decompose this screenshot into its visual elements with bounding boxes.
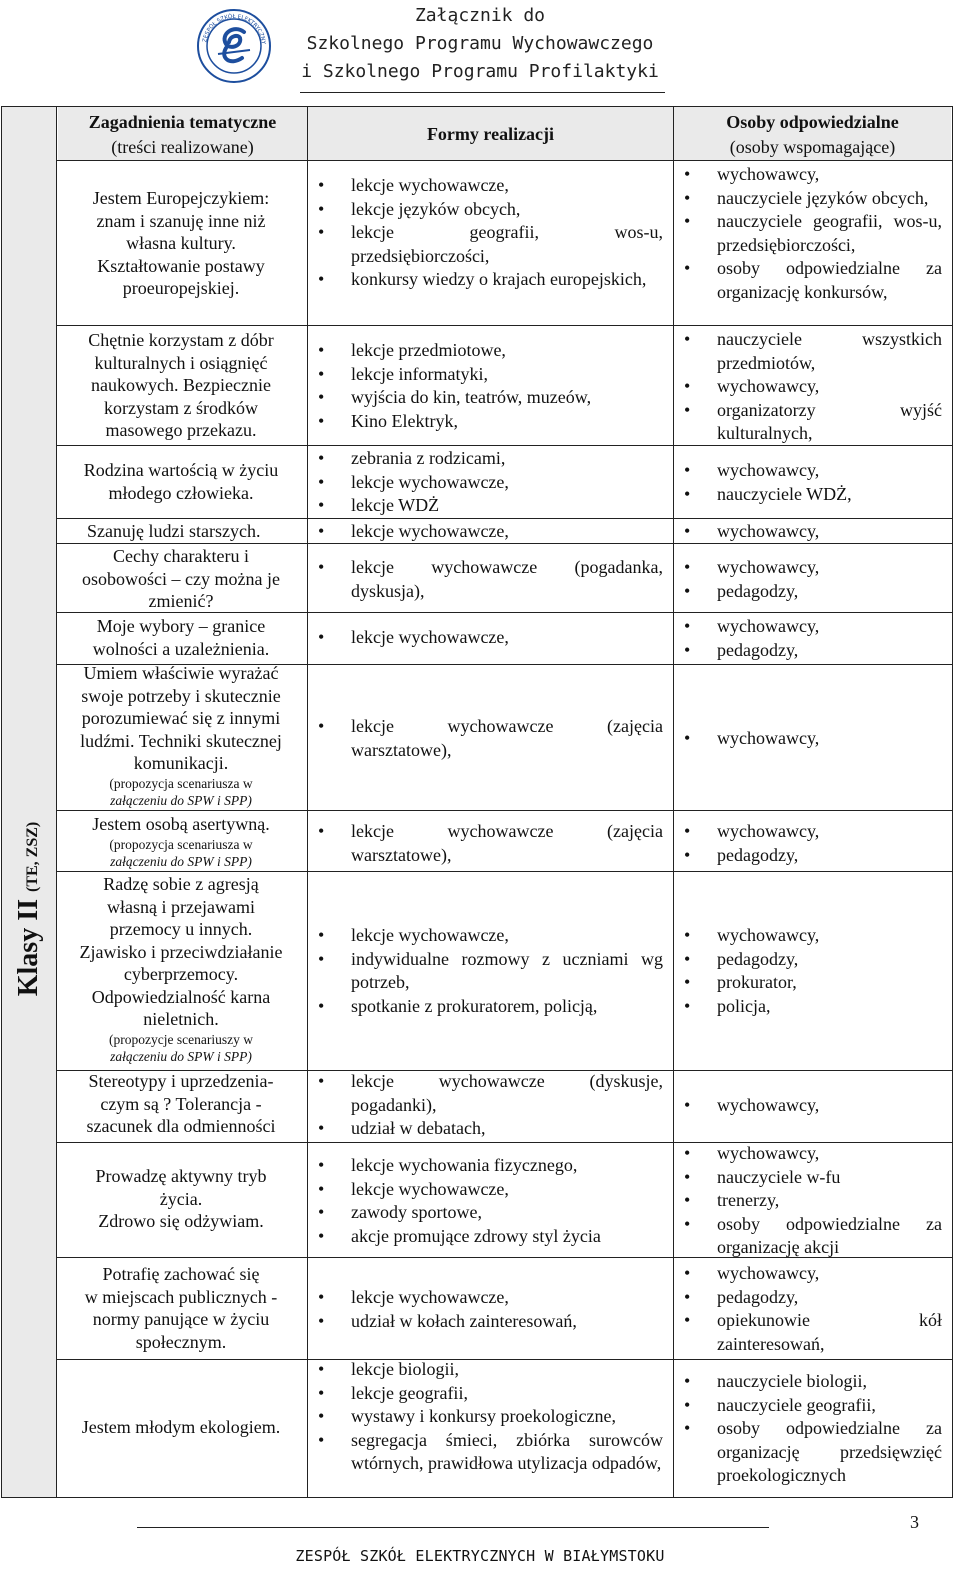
list-item: • osoby odpowiedzialne za organizację akcji bbox=[684, 1213, 942, 1260]
persons-list bbox=[684, 556, 942, 603]
header-forms: Formy realizacji bbox=[308, 107, 673, 160]
forms-list bbox=[318, 924, 663, 1018]
footer-divider bbox=[137, 1527, 769, 1528]
list-item: • lekcje wychowawcze, bbox=[318, 626, 663, 650]
scenario-note-italic: załączeniu do SPW i SPP) bbox=[110, 853, 252, 869]
list-item: • indywidualne rozmowy z uczniami wg potrzeb, bbox=[318, 948, 663, 995]
forms-list bbox=[318, 820, 663, 867]
topic-cell: Jestem młodym ekologiem. bbox=[81, 1417, 281, 1437]
list-item: • pedagodzy, bbox=[684, 580, 942, 604]
list-item: • trenerzy, bbox=[684, 1189, 942, 1213]
list-item: • lekcje wychowawcze (zajęcia warsztatowe), bbox=[318, 820, 663, 867]
list-item: • akcje promujące zdrowy styl życia bbox=[318, 1225, 663, 1249]
list-item: • udział w kołach zainteresowań, bbox=[318, 1310, 663, 1334]
list-item: • pedagodzy, bbox=[684, 948, 942, 972]
list-item: • pedagodzy, bbox=[684, 844, 942, 868]
topic-cell: Chętnie korzystam z dóbr kulturalnych i osiągnięć naukowych. Bezpiecznie korzystam z środków masowego przekazu. bbox=[88, 330, 274, 440]
list-item: • lekcje geografii, wos-u, przedsiębiorczości, bbox=[318, 221, 663, 268]
list-item: • lekcje wychowawcze, bbox=[318, 471, 663, 495]
list-item: • policja, bbox=[684, 995, 942, 1019]
list-item: • lekcje wychowawcze, bbox=[318, 174, 663, 198]
list-item: • lekcje WDŻ bbox=[318, 494, 663, 518]
row-divider bbox=[57, 518, 953, 519]
list-item: • wychowawcy, bbox=[684, 1262, 942, 1286]
forms-list bbox=[318, 339, 663, 433]
list-item: • lekcje wychowawcze (dyskusje, pogadanki), bbox=[318, 1070, 663, 1117]
topic-cell: Szanuję ludzi starszych. bbox=[87, 521, 261, 541]
list-item: • wystawy i konkursy proekologiczne, bbox=[318, 1405, 663, 1429]
topic-cell: Rodzina wartością w życiu młodego człowieka. bbox=[83, 460, 279, 503]
list-item: • Kino Elektryk, bbox=[318, 410, 663, 434]
list-item: • segregacja śmieci, zbiórka surowców wtórnych, prawidłowa utylizacja odpadów, bbox=[318, 1429, 663, 1476]
list-item: • osoby odpowiedzialne za organizację konkursów, bbox=[684, 257, 942, 304]
list-item: • lekcje wychowawcze (pogadanka, dyskusja), bbox=[318, 556, 663, 603]
persons-list bbox=[684, 328, 942, 446]
list-item: • lekcje wychowania fizycznego, bbox=[318, 1154, 663, 1178]
class-sublabel: (TE, ZSZ) bbox=[24, 821, 41, 892]
list-item: • wyjścia do kin, teatrów, muzeów, bbox=[318, 386, 663, 410]
topic-cell: Stereotypy i uprzedzenia- czym są ? Tolerancja - szacunek dla odmienności bbox=[86, 1071, 276, 1136]
scenario-note: (propozycje scenariuszy w bbox=[109, 1031, 253, 1047]
topic-cell: Jestem Europejczykiem: znam i szanuję inne niż własna kultury. Kształtowanie postawy proeuropejskiej. bbox=[92, 188, 270, 298]
svg-text:ZESPÓŁ SZKÓŁ ELEKTRYCZNYCH: ZESPÓŁ SZKÓŁ ELEKTRYCZNY bbox=[202, 13, 266, 45]
list-item: • wychowawcy, bbox=[684, 820, 942, 844]
forms-list bbox=[318, 447, 663, 518]
header-line-2: Szkolnego Programu Wychowawczego bbox=[306, 33, 654, 54]
list-item: • wychowawcy, bbox=[684, 556, 942, 580]
persons-list bbox=[684, 615, 942, 662]
scenario-note-italic: załączeniu do SPW i SPP) bbox=[110, 1048, 252, 1064]
topic-cell: Moje wybory – granice wolności a uzależnienia. bbox=[92, 616, 270, 659]
list-item: • lekcje wychowawcze, bbox=[318, 1178, 663, 1202]
row-divider bbox=[57, 871, 953, 872]
topic-cell: Umiem właściwie wyrażać swoje potrzeby i skutecznie porozumiewać się z innymi ludźmi. Techniki skutecznej komunikacji. (propozycja scenariusza w załączeniu do SPW i SPP) bbox=[57, 662, 305, 809]
column-divider bbox=[673, 107, 674, 1497]
list-item: • lekcje wychowawcze, bbox=[318, 1286, 663, 1310]
header-line-3: i Szkolnego Programu Profilaktyki bbox=[301, 61, 659, 82]
persons-list bbox=[684, 520, 942, 544]
topic-cell: Potrafię zachować się w miejscach publicznych - normy panujące w życiu społecznym. bbox=[84, 1264, 278, 1352]
list-item: • pedagodzy, bbox=[684, 1286, 942, 1310]
persons-list bbox=[684, 1094, 942, 1118]
list-item: • wychowawcy, bbox=[684, 1094, 942, 1118]
persons-list bbox=[684, 459, 942, 506]
list-item: • lekcje wychowawcze, bbox=[318, 520, 663, 544]
list-item: • lekcje biologii, bbox=[318, 1358, 663, 1382]
class-side-column bbox=[2, 107, 57, 1497]
row-divider bbox=[57, 810, 953, 811]
list-item: • wychowawcy, bbox=[684, 375, 942, 399]
forms-list bbox=[318, 520, 663, 544]
list-item: • lekcje informatyki, bbox=[318, 363, 663, 387]
persons-list bbox=[684, 727, 942, 751]
topic-cell: Cechy charakteru i osobowości – czy można je zmienić? bbox=[82, 546, 280, 611]
page-number: 3 bbox=[910, 1512, 919, 1532]
persons-list bbox=[684, 820, 942, 867]
list-item: • lekcje wychowawcze, bbox=[318, 924, 663, 948]
list-item: • prokurator, bbox=[684, 971, 942, 995]
list-item: • wychowawcy, bbox=[684, 520, 942, 544]
header-divider bbox=[300, 92, 665, 93]
row-divider bbox=[57, 160, 953, 161]
persons-list bbox=[684, 1142, 942, 1260]
list-item: • nauczyciele WDŻ, bbox=[684, 483, 942, 507]
persons-list bbox=[684, 1370, 942, 1488]
list-item: • nauczyciele biologii, bbox=[684, 1370, 942, 1394]
forms-list bbox=[318, 1070, 663, 1141]
list-item: • opiekunowie kół zainteresowań, bbox=[684, 1309, 942, 1356]
list-item: • lekcje języków obcych, bbox=[318, 198, 663, 222]
list-item: • nauczyciele w-fu bbox=[684, 1166, 942, 1190]
footer-school-name: ZESPÓŁ SZKÓŁ ELEKTRYCZNYCH W BIAŁYMSTOKU bbox=[295, 1547, 665, 1565]
list-item: • wychowawcy, bbox=[684, 459, 942, 483]
list-item: • lekcje geografii, bbox=[318, 1382, 663, 1406]
class-label: Klasy II (TE, ZSZ) bbox=[13, 821, 44, 997]
forms-list bbox=[318, 1358, 663, 1476]
list-item: • wychowawcy, bbox=[684, 1142, 942, 1166]
topic-cell: Prowadzę aktywny tryb życia. Zdrowo się odżywiam. bbox=[95, 1166, 267, 1231]
list-item: • konkursy wiedzy o krajach europejskich, bbox=[318, 268, 663, 292]
header-topics: Zagadnienia tematyczne (treści realizowane) bbox=[58, 107, 307, 160]
list-item: • osoby odpowiedzialne za organizację przedsięwzięć proekologicznych bbox=[684, 1417, 942, 1488]
topic-cell: Radzę sobie z agresją własną i przejawami przemocy u innych. Zjawisko i przeciwdziałanie cyberprzemocy. Odpowiedzialność karna nieletnich. (propozycje scenariuszy w załączeniu do SPW i SPP) bbox=[57, 873, 305, 1065]
list-item: • zawody sportowe, bbox=[318, 1201, 663, 1225]
scenario-note: (propozycja scenariusza w bbox=[109, 836, 253, 852]
list-item: • zebrania z rodzicami, bbox=[318, 447, 663, 471]
list-item: • udział w debatach, bbox=[318, 1117, 663, 1141]
row-divider bbox=[57, 325, 953, 326]
scenario-note: (propozycja scenariusza w bbox=[109, 775, 253, 791]
header-line-1: Załącznik do bbox=[414, 5, 546, 26]
forms-list bbox=[318, 626, 663, 650]
list-item: • lekcje przedmiotowe, bbox=[318, 339, 663, 363]
list-item: • nauczyciele geografii, wos-u, przedsiębiorczości, bbox=[684, 210, 942, 257]
forms-list bbox=[318, 1154, 663, 1248]
list-item: • wychowawcy, bbox=[684, 163, 942, 187]
topic-cell: Jestem osobą asertywną. (propozycja scenariusza w załączeniu do SPW i SPP) bbox=[57, 813, 305, 870]
school-seal-icon bbox=[196, 8, 272, 84]
list-item: • wychowawcy, bbox=[684, 924, 942, 948]
list-item: • nauczyciele wszystkich przedmiotów, bbox=[684, 328, 942, 375]
list-item: • wychowawcy, bbox=[684, 615, 942, 639]
persons-list bbox=[684, 163, 942, 304]
column-divider bbox=[307, 107, 308, 1497]
list-item: • organizatorzy wyjść kulturalnych, bbox=[684, 399, 942, 446]
forms-list bbox=[318, 1286, 663, 1333]
persons-list bbox=[684, 924, 942, 1018]
forms-list bbox=[318, 715, 663, 762]
attachment-header bbox=[290, 2, 670, 86]
scenario-note-italic: załączeniu do SPW i SPP) bbox=[110, 792, 252, 808]
forms-list bbox=[318, 174, 663, 292]
list-item: • lekcje wychowawcze (zajęcia warsztatowe), bbox=[318, 715, 663, 762]
list-item: • nauczyciele geografii, bbox=[684, 1394, 942, 1418]
list-item: • wychowawcy, bbox=[684, 727, 942, 751]
forms-list bbox=[318, 556, 663, 603]
header-persons: Osoby odpowiedzialne (osoby wspomagające) bbox=[674, 107, 951, 160]
list-item: • nauczyciele języków obcych, bbox=[684, 187, 942, 211]
persons-list bbox=[684, 1262, 942, 1356]
list-item: • spotkanie z prokuratorem, policją, bbox=[318, 995, 663, 1019]
list-item: • pedagodzy, bbox=[684, 639, 942, 663]
